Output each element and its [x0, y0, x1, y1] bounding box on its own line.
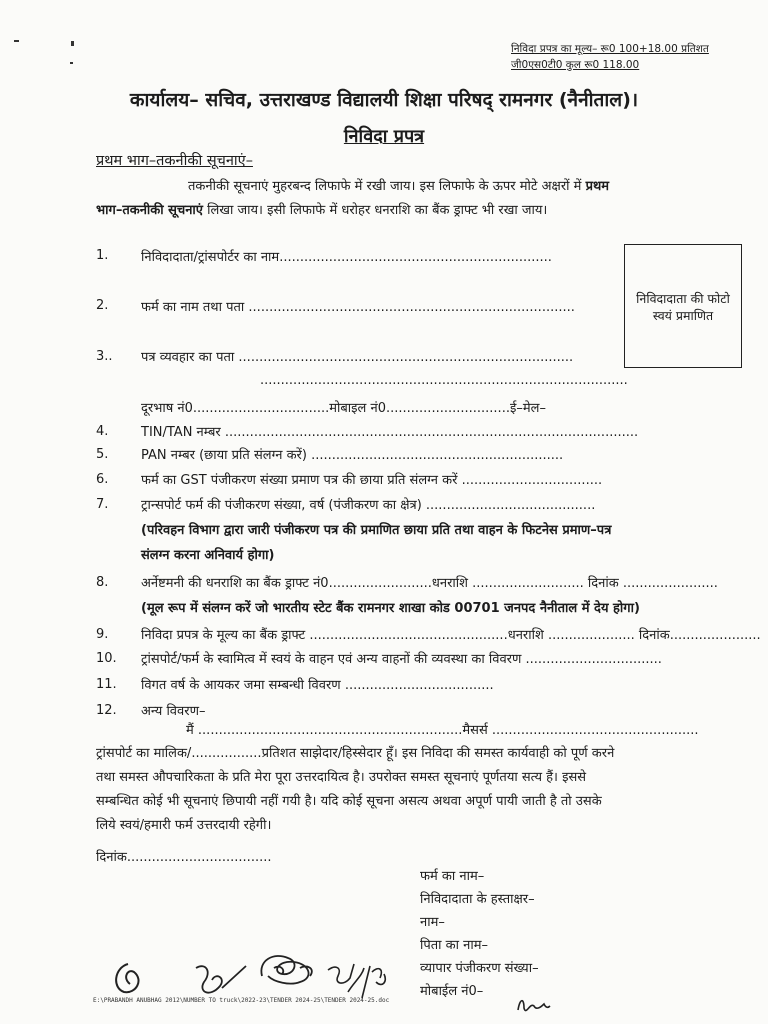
photo-box: [624, 244, 742, 368]
firm-name-label: फर्म का नाम–: [420, 869, 485, 884]
field-label: फर्म का नाम तथा पता: [141, 300, 245, 315]
fill-line[interactable]: .................: [191, 746, 262, 761]
fill-line: ...................................: [126, 850, 272, 865]
tender-price-line: निविदा प्रपत्र का मूल्य– रू0 100+18.00 प्रतिशत: [511, 43, 709, 55]
field-tender-price-draft[interactable]: [141, 625, 761, 643]
field-tin-tan[interactable]: [141, 422, 638, 440]
field-label: विगत वर्ष के आयकर जमा सम्बन्धी विवरण: [141, 678, 341, 693]
fill-line: ..................................................: [491, 723, 699, 738]
field-number: 3..: [96, 349, 113, 364]
initials-signature: [110, 958, 150, 998]
field-number: 4.: [96, 424, 109, 439]
field-label: निविदा प्रपत्र के मूल्य का बैंक ड्राफ्ट: [141, 628, 306, 643]
field-correspondence-address[interactable]: [141, 347, 573, 365]
fill-line: ...............................................................................: [248, 300, 575, 315]
field-note: (परिवहन विभाग द्वारा जारी पंजीकरण पत्र की प्रमाणित छाया प्रति तथा वाहन के फिटनेस प्रमाण–पत्र: [141, 523, 612, 538]
date-label: दिनांक: [638, 628, 670, 643]
instructions-bold: प्रथम: [585, 179, 610, 194]
field-number: 6.: [96, 472, 109, 487]
field-number: 12.: [96, 703, 117, 718]
field-vehicle-arrangement[interactable]: [141, 649, 662, 667]
father-name-label: पिता का नाम–: [420, 938, 488, 953]
field-contact[interactable]: [141, 398, 546, 416]
field-gst[interactable]: [141, 470, 602, 488]
field-number: 2.: [96, 298, 109, 313]
declaration-line-4: लिये स्वयं/हमारी फर्म उत्तरदायी रहेगी।: [96, 818, 272, 833]
instructions-line-1: [188, 176, 609, 194]
field-note: (मूल रूप में संलग्न करें जो भारतीय स्टेट बैंक रामनगर शाखा कोड 00701 जनपद नैनीताल में देय होगा): [141, 601, 640, 616]
date-label: दिनांक: [587, 576, 619, 591]
fill-line: ..................................: [461, 473, 603, 488]
field-label: ट्रांसपोर्ट/फर्म के स्वामित्व में स्वयं के वाहन एवं अन्य वाहनों की व्यवस्था का विवरण: [141, 652, 522, 667]
amount-label: धनराशि: [507, 628, 544, 643]
field-number: 1.: [96, 248, 109, 263]
file-path: E:\PRABANDH ANUBHAG 2012\NUMBER TO truck\2022-23\TENDER 2024-25\TENDER 2024-25.doc: [93, 997, 390, 1004]
field-number: 8.: [96, 575, 109, 590]
date-label: दिनांक: [96, 850, 127, 865]
fill-line: ..............................: [385, 401, 510, 416]
declaration-text: ट्रांसपोर्ट का मालिक/: [96, 746, 192, 761]
fill-line: ................................................................: [197, 723, 463, 738]
phone-label: दूरभाष नं0: [141, 401, 193, 416]
scan-mark: [14, 40, 19, 42]
declaration-line-2: तथा समस्त औपचारिकता के प्रति मेरा पूरा उत्तरदायित्व है। उपरोक्त समस्त सूचनाएं पूर्णतया सत्य हैं। इससे: [96, 770, 587, 785]
field-label: PAN नम्बर (छाया प्रति संलग्न करें): [141, 448, 307, 463]
fill-line: .................................................................................: [238, 350, 574, 365]
field-firm-name-address[interactable]: [141, 297, 575, 315]
fill-line: ....................................: [344, 678, 494, 693]
signature-scribble: [186, 958, 256, 1003]
fill-line: .........................: [328, 576, 432, 591]
fill-line: ......................: [669, 628, 761, 643]
field-number: 11.: [96, 677, 117, 692]
field-note: संलग्न करना अनिवार्य होगा): [141, 548, 275, 563]
fill-line: ...........................: [472, 576, 584, 591]
declaration-line-1: [96, 743, 614, 761]
field-label: अर्नेष्टमनी की धनराशि का बैंक ड्राफ्ट नं0: [141, 576, 329, 591]
tender-price-gst-line: जी0एस0टी0 कुल रू0 118.00: [511, 59, 640, 71]
email-label: ई–मेल–: [509, 401, 546, 416]
instructions-text: लिखा जाय। इसी लिफाफे में धरोहर धनराशि का बैंक ड्राफ्ट भी रखा जाय।: [207, 203, 548, 218]
footer-date-field[interactable]: [96, 847, 271, 865]
field-income-tax[interactable]: [141, 675, 494, 693]
fill-line: .....................: [547, 628, 635, 643]
fill-line: .................................: [525, 652, 662, 667]
bidder-signature-label: निविदादाता के हस्ताक्षर–: [420, 892, 535, 907]
field-number: 5.: [96, 447, 109, 462]
dated-signature: [322, 958, 402, 1018]
field-other-details: अन्य विवरण–: [141, 704, 206, 719]
declaration-line-3: सम्बन्धित कोई भी सूचनाएं छिपायी नहीं गयी है। यदि कोई सूचना असत्य अथवा अपूर्ण पायी जाती है तो उसके: [96, 794, 602, 809]
fill-line: ..................................................................: [279, 250, 552, 265]
i-am-label: मैं: [186, 723, 194, 738]
section-heading: प्रथम भाग–तकनीकी सूचनाएं–: [96, 153, 253, 169]
amount-label: धनराशि: [431, 576, 469, 591]
field-label: TIN/TAN नम्बर: [141, 425, 221, 440]
field-number: 9.: [96, 627, 109, 642]
declaration-text: प्रतिशत साझेदार/हिस्सेदार हूँ। इस निविदा की समस्त कार्यवाही को पूर्ण करने: [261, 746, 615, 761]
fill-line: .................................: [192, 401, 330, 416]
office-title: कार्यालय– सचिव, उत्तराखण्ड विद्यालयी शिक्षा परिषद् रामनगर (नैनीताल)।: [129, 89, 639, 111]
trade-registration-label: व्यापार पंजीकरण संख्या–: [420, 961, 539, 976]
field-label: निविदादाता/ट्रांसपोर्टर का नाम: [141, 250, 280, 265]
name-label: नाम–: [420, 915, 445, 930]
fill-line[interactable]: .........................................................................................: [260, 373, 628, 388]
fill-line: .............................................................: [311, 448, 564, 463]
field-label: ट्रान्सपोर्ट फर्म की पंजीकरण संख्या, वर्ष (पंजीकरण का क्षेत्र): [141, 498, 422, 513]
instructions-line-2: [96, 200, 547, 218]
fill-line: .......................: [622, 576, 718, 591]
field-earnest-money[interactable]: [141, 573, 718, 591]
field-number: 10.: [96, 651, 117, 666]
document-title: निविदा प्रपत्र: [343, 126, 425, 147]
field-declarant[interactable]: [186, 720, 699, 738]
field-transport-registration[interactable]: [141, 495, 595, 513]
field-label: फर्म का GST पंजीकरण संख्या प्रमाण पत्र की छाया प्रति संलग्न करें: [141, 473, 458, 488]
bidder-signature: [514, 994, 554, 1016]
mobile-label: मोबाइल नं0: [329, 401, 386, 416]
instructions-text: तकनीकी सूचनाएं मुहरबन्द लिफाफे में रखी जाय। इस लिफाफे के ऊपर मोटे अक्षरों में: [188, 179, 582, 194]
field-label: पत्र व्यवहार का पता: [141, 350, 235, 365]
photo-box-label: निविदादाता की फोटो स्वयं प्रमाणित: [636, 291, 730, 323]
instructions-bold: भाग–तकनीकी सूचनाएं: [96, 203, 203, 218]
messrs-label: मैसर्स: [462, 723, 488, 738]
scan-mark: [71, 41, 74, 46]
field-pan[interactable]: [141, 445, 563, 463]
field-number: 7.: [96, 497, 109, 512]
fill-line: .........................................: [425, 498, 596, 513]
field-bidder-name[interactable]: [141, 247, 552, 265]
fill-line: ....................................................................................................: [224, 425, 639, 440]
fill-line: ................................................: [309, 628, 508, 643]
scan-mark: [70, 62, 73, 64]
mobile-label: मोबाईल नं0–: [420, 984, 484, 999]
